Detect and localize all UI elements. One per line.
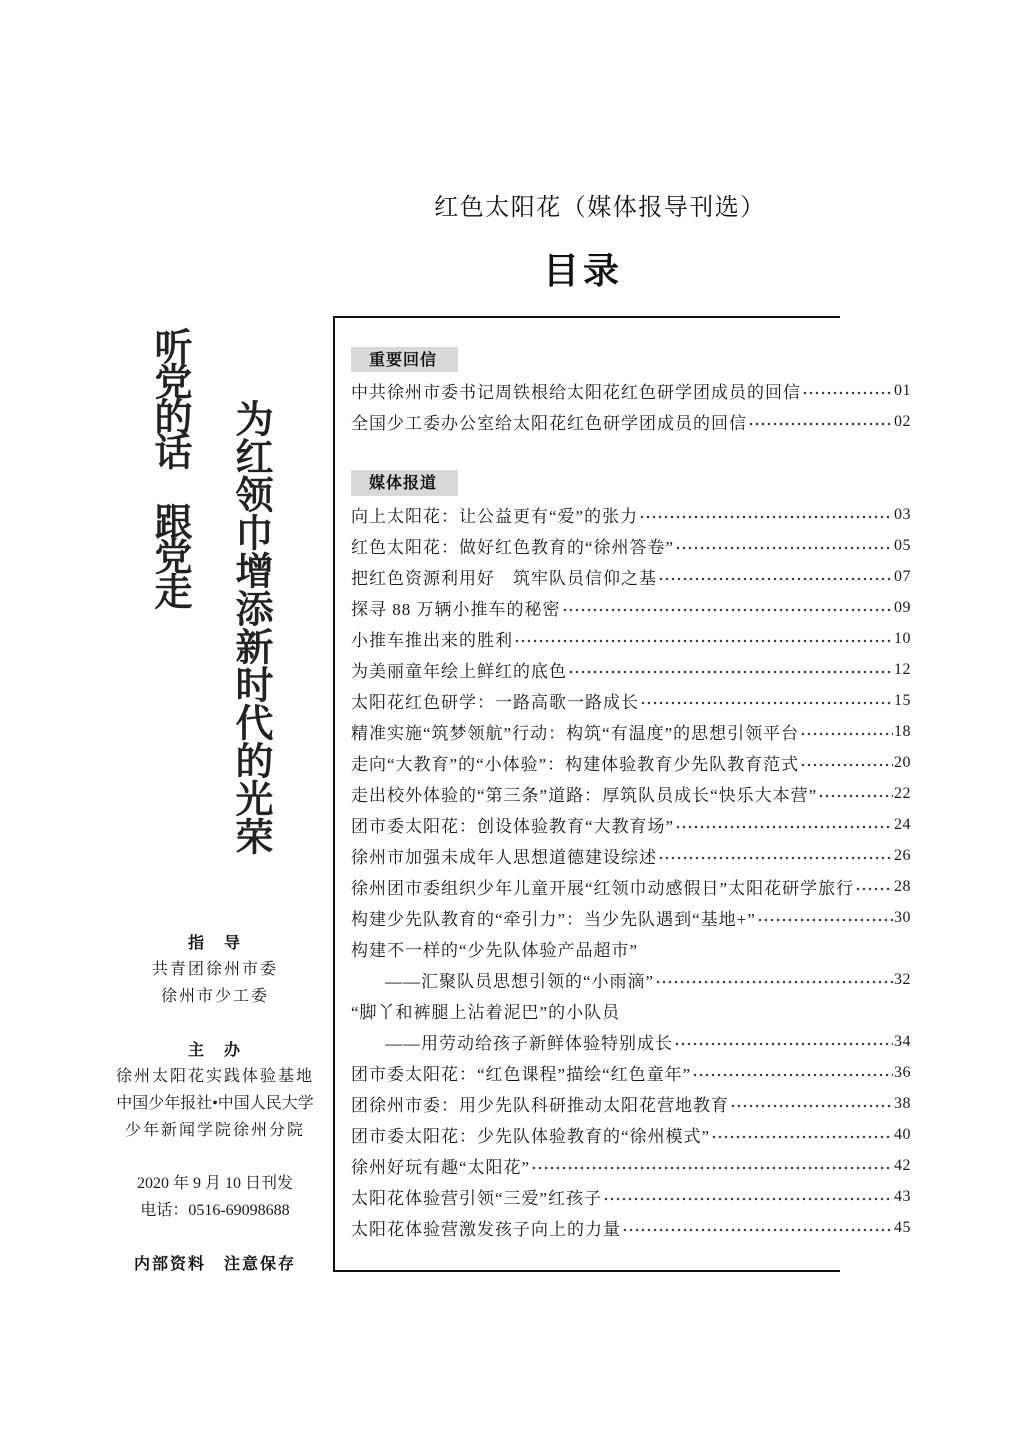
toc-entry-title-text: 团徐州市委：用少先队科研推动太阳花营地教育 (351, 1096, 729, 1115)
dot-leader (855, 871, 893, 902)
toc-entry-subtitle-text: ——用劳动给孩子新鲜体验特别成长 (385, 1034, 673, 1053)
page-number: 34 (894, 1032, 911, 1050)
toc-entry-title-text: 探寻 88 万辆小推车的秘密 (351, 600, 561, 619)
page-number: 24 (894, 815, 911, 833)
toc-entry (351, 995, 911, 1026)
dot-leader (757, 902, 893, 933)
toc-entry-title-text: 构建不一样的“少先队体验产品超市” (351, 941, 639, 960)
toc-entry (351, 933, 911, 964)
page-number: 09 (894, 598, 911, 616)
page-number: 03 (894, 505, 911, 523)
toc-entry-title-text: 全国少工委办公室给太阳花红色研学团成员的回信 (351, 414, 747, 433)
page-number: 20 (894, 753, 911, 771)
dot-leader (562, 592, 894, 623)
dot-leader (622, 1212, 893, 1243)
toc-entry (351, 1057, 911, 1088)
slogan-vertical-2: 为红领巾增添新时代的光荣 (229, 399, 273, 855)
toc-entry-title-text: 红色太阳花：做好红色教育的“徐州答卷” (351, 538, 675, 557)
notice-block (110, 1250, 320, 1277)
dot-leader (692, 1057, 893, 1088)
toc-entry-title-text: 团市委太阳花：少先队体验教育的“徐州模式” (351, 1127, 711, 1146)
dot-leader (568, 654, 893, 685)
internal-notice: 内部资料 注意保存 (133, 1254, 296, 1273)
toc-entry (351, 809, 911, 840)
dot-leader (640, 685, 893, 716)
toc-entry-title-text: 团市委太阳花：“红色课程”描绘“红色童年” (351, 1065, 692, 1084)
sponsor-org: 徐州太阳花实践体验基地 (115, 1068, 314, 1085)
table-of-contents (351, 347, 911, 1243)
page-number: 18 (894, 722, 911, 740)
page-number: 10 (894, 629, 911, 647)
toc-section (351, 347, 911, 437)
slogan-vertical-1: 听党的话 跟党走 (148, 327, 192, 607)
dot-leader (818, 778, 893, 809)
dot-leader (603, 1181, 893, 1212)
toc-entry-title-text: 向上太阳花：让公益更有“爱”的张力 (351, 507, 639, 526)
dot-leader (748, 406, 893, 437)
guidance-org: 徐州市少工委 (160, 988, 269, 1005)
toc-entry (351, 499, 911, 530)
page-number: 36 (894, 1063, 911, 1081)
toc-entry-title-text: 徐州团市委组织少年儿童开展“红领巾动感假日”太阳花研学旅行 (351, 879, 855, 898)
toc-entry (351, 902, 911, 933)
page-number: 28 (894, 877, 911, 895)
dot-leader (730, 1088, 893, 1119)
dot-leader (675, 530, 893, 561)
page-number: 05 (894, 536, 911, 554)
toc-entry-title-text: 走出校外体验的“第三条”道路：厚筑队员成长“快乐大本营” (351, 786, 818, 805)
dot-leader (658, 840, 893, 871)
page-number: 01 (894, 381, 911, 399)
toc-entry-title-text: 为美丽童年绘上鲜红的底色 (351, 662, 567, 681)
toc-entry (351, 1212, 911, 1243)
toc-entry-title-text: 精准实施“筑梦领航”行动：构筑“有温度”的思想引领平台 (351, 724, 800, 743)
publish-date: 2020 年 9 月 10 日刊发 (136, 1175, 293, 1192)
page-number: 15 (894, 691, 911, 709)
page-number: 12 (894, 660, 911, 678)
toc-entry-title-text: 构建少先队教育的“牵引力”：当少先队遇到“基地+” (351, 910, 756, 929)
page-number: 38 (894, 1094, 911, 1112)
toc-entry (351, 1181, 911, 1212)
toc-entry-continuation (351, 964, 911, 995)
dot-leader (802, 375, 893, 406)
toc-entry-title-text: “脚丫和裤腿上沾着泥巴”的小队员 (351, 1003, 621, 1022)
toc-entry-title-text: 徐州市加强未成年人思想道德建设综述 (351, 848, 657, 867)
guidance-block (110, 929, 320, 1010)
toc-entry (351, 623, 911, 654)
publication-title: 红色太阳花（媒体报导刊选） (434, 193, 766, 221)
toc-entry (351, 716, 911, 747)
page-number: 07 (894, 567, 911, 585)
guidance-org: 共青团徐州市委 (151, 961, 278, 978)
toc-entry-title-text: 太阳花体验营激发孩子向上的力量 (351, 1220, 621, 1239)
dot-leader (800, 747, 893, 778)
toc-heading: 目录 (542, 251, 623, 292)
page-number: 40 (894, 1125, 911, 1143)
dot-leader (711, 1119, 893, 1150)
publish-info (110, 1170, 320, 1224)
dot-leader (514, 623, 893, 654)
colophon (110, 929, 320, 1277)
toc-entry (351, 871, 911, 902)
toc-entry (351, 778, 911, 809)
toc-entry-title-text: 团市委太阳花：创设体验教育“大教育场” (351, 817, 675, 836)
toc-section (351, 470, 911, 1243)
phone-number: 电话：0516-69098688 (140, 1202, 290, 1219)
sponsor-org: 少年新闻学院徐州分院 (124, 1122, 305, 1139)
page-number: 26 (894, 846, 911, 864)
toc-entry-title-text: 太阳花红色研学：一路高歌一路成长 (351, 693, 639, 712)
dot-leader (658, 561, 893, 592)
toc-entry (351, 840, 911, 871)
toc-entry (351, 375, 911, 406)
page-number: 45 (894, 1218, 911, 1236)
toc-entry-continuation (351, 1026, 911, 1057)
section-heading: 媒体报道 (351, 470, 458, 496)
sponsor-org: 中国少年报社•中国人民大学 (116, 1095, 314, 1112)
sponsor-block (110, 1036, 320, 1144)
toc-entry (351, 406, 911, 437)
toc-entry-title-text: 把红色资源利用好 筑牢队员信仰之基 (351, 569, 657, 588)
page-number: 22 (894, 784, 911, 802)
toc-entry (351, 1088, 911, 1119)
toc-entry (351, 685, 911, 716)
page-number: 32 (894, 970, 911, 988)
dot-leader (639, 499, 893, 530)
toc-entry-title-text: 走向“大教育”的“小体验”：构建体验教育少先队教育范式 (351, 755, 800, 774)
sponsor-label: 主 办 (187, 1040, 242, 1059)
guidance-label: 指 导 (187, 933, 242, 952)
toc-entry-subtitle-text: ——汇聚队员思想引领的“小雨滴” (385, 972, 655, 991)
dot-leader (800, 716, 893, 747)
dot-leader (674, 1026, 893, 1057)
toc-entry (351, 592, 911, 623)
page-number: 02 (894, 412, 911, 430)
dot-leader (655, 964, 893, 995)
toc-entries (351, 375, 911, 437)
toc-entry (351, 1119, 911, 1150)
dot-leader (531, 1150, 893, 1181)
section-heading: 重要回信 (351, 347, 458, 372)
toc-entry-title-text: 徐州好玩有趣“太阳花” (351, 1158, 531, 1177)
toc-entry (351, 561, 911, 592)
toc-entry (351, 747, 911, 778)
page-number: 42 (894, 1156, 911, 1174)
toc-entry (351, 1150, 911, 1181)
toc-entry (351, 654, 911, 685)
toc-entry-title-text: 太阳花体验营引领“三爱”红孩子 (351, 1189, 603, 1208)
page-number: 43 (894, 1187, 911, 1205)
page-number: 30 (894, 908, 911, 926)
toc-entry-title-text: 小推车推出来的胜利 (351, 631, 513, 650)
toc-entry (351, 530, 911, 561)
dot-leader (675, 809, 893, 840)
toc-entry-title-text: 中共徐州市委书记周铁根给太阳花红色研学团成员的回信 (351, 383, 801, 402)
toc-entries (351, 499, 911, 1243)
